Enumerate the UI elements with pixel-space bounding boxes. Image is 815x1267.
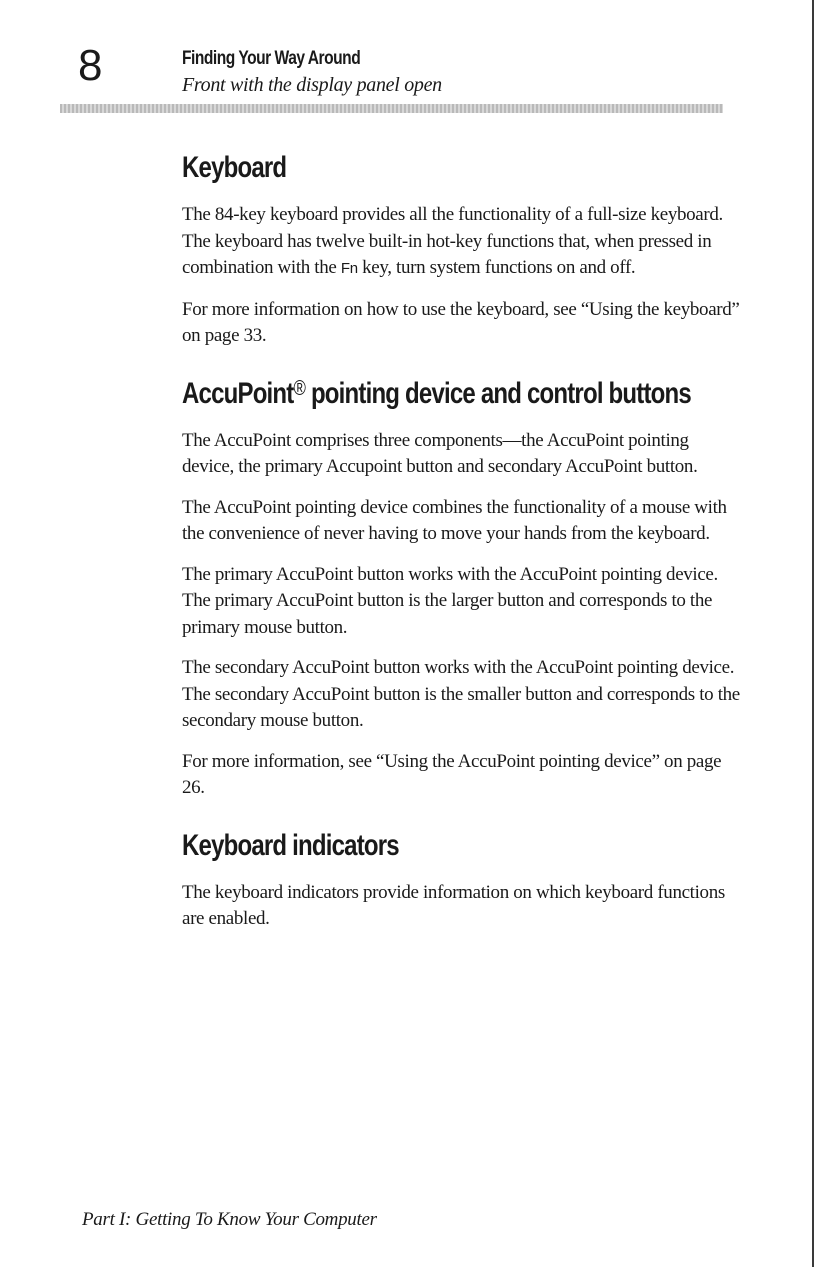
paragraph: The keyboard indicators provide information on which keyboard functions are enabled. — [182, 881, 725, 929]
heading-text: AccuPoint — [182, 376, 294, 410]
page-footer: Part I: Getting To Know Your Computer — [82, 1209, 377, 1230]
paragraph: The secondary AccuPoint button works with the AccuPoint pointing device. The secondary AccuPoint button is the smaller button and corresponds to the secondary mouse button. — [182, 657, 740, 731]
paragraph: The primary AccuPoint button works with the AccuPoint pointing device. The primary AccuPoint button is the larger button and corresponds to the primary mouse button. — [182, 563, 718, 638]
header-rule — [60, 104, 723, 113]
paragraph: The AccuPoint pointing device combines the functionality of a mouse with the convenience of never having to move your hands from the keyboard. — [182, 496, 727, 544]
fn-key-label: Fn — [340, 260, 358, 277]
paragraph: The AccuPoint comprises three components—the AccuPoint pointing device, the primary Accupoint button and secondary AccuPoint button. — [182, 429, 698, 477]
paragraph-text: key, turn system functions on and off. — [357, 257, 636, 278]
heading-text: pointing device and control buttons — [305, 376, 691, 410]
section-heading-keyboard: Keyboard — [182, 151, 287, 184]
running-header-title: Finding Your Way Around — [182, 48, 361, 69]
scan-edge — [812, 0, 814, 1267]
paragraph-text: The 84-key keyboard provides all the functionality of a full-size keyboard. The keyboard has twelve built-in hot-key functions that, when pressed in combination with the — [182, 204, 723, 278]
paragraph — [182, 202, 742, 283]
page-content — [182, 150, 742, 933]
paragraph: For more information on how to use the keyboard, see “Using the keyboard” on page 33. — [182, 298, 740, 346]
page-number: 8 — [78, 41, 103, 90]
paragraph: For more information, see “Using the AccuPoint pointing device” on page 26. — [182, 750, 722, 798]
section-heading-accupoint — [182, 376, 691, 412]
registered-symbol: ® — [293, 376, 306, 400]
running-header-subtitle: Front with the display panel open — [182, 74, 442, 96]
section-heading-keyboard-indicators: Keyboard indicators — [182, 828, 399, 862]
